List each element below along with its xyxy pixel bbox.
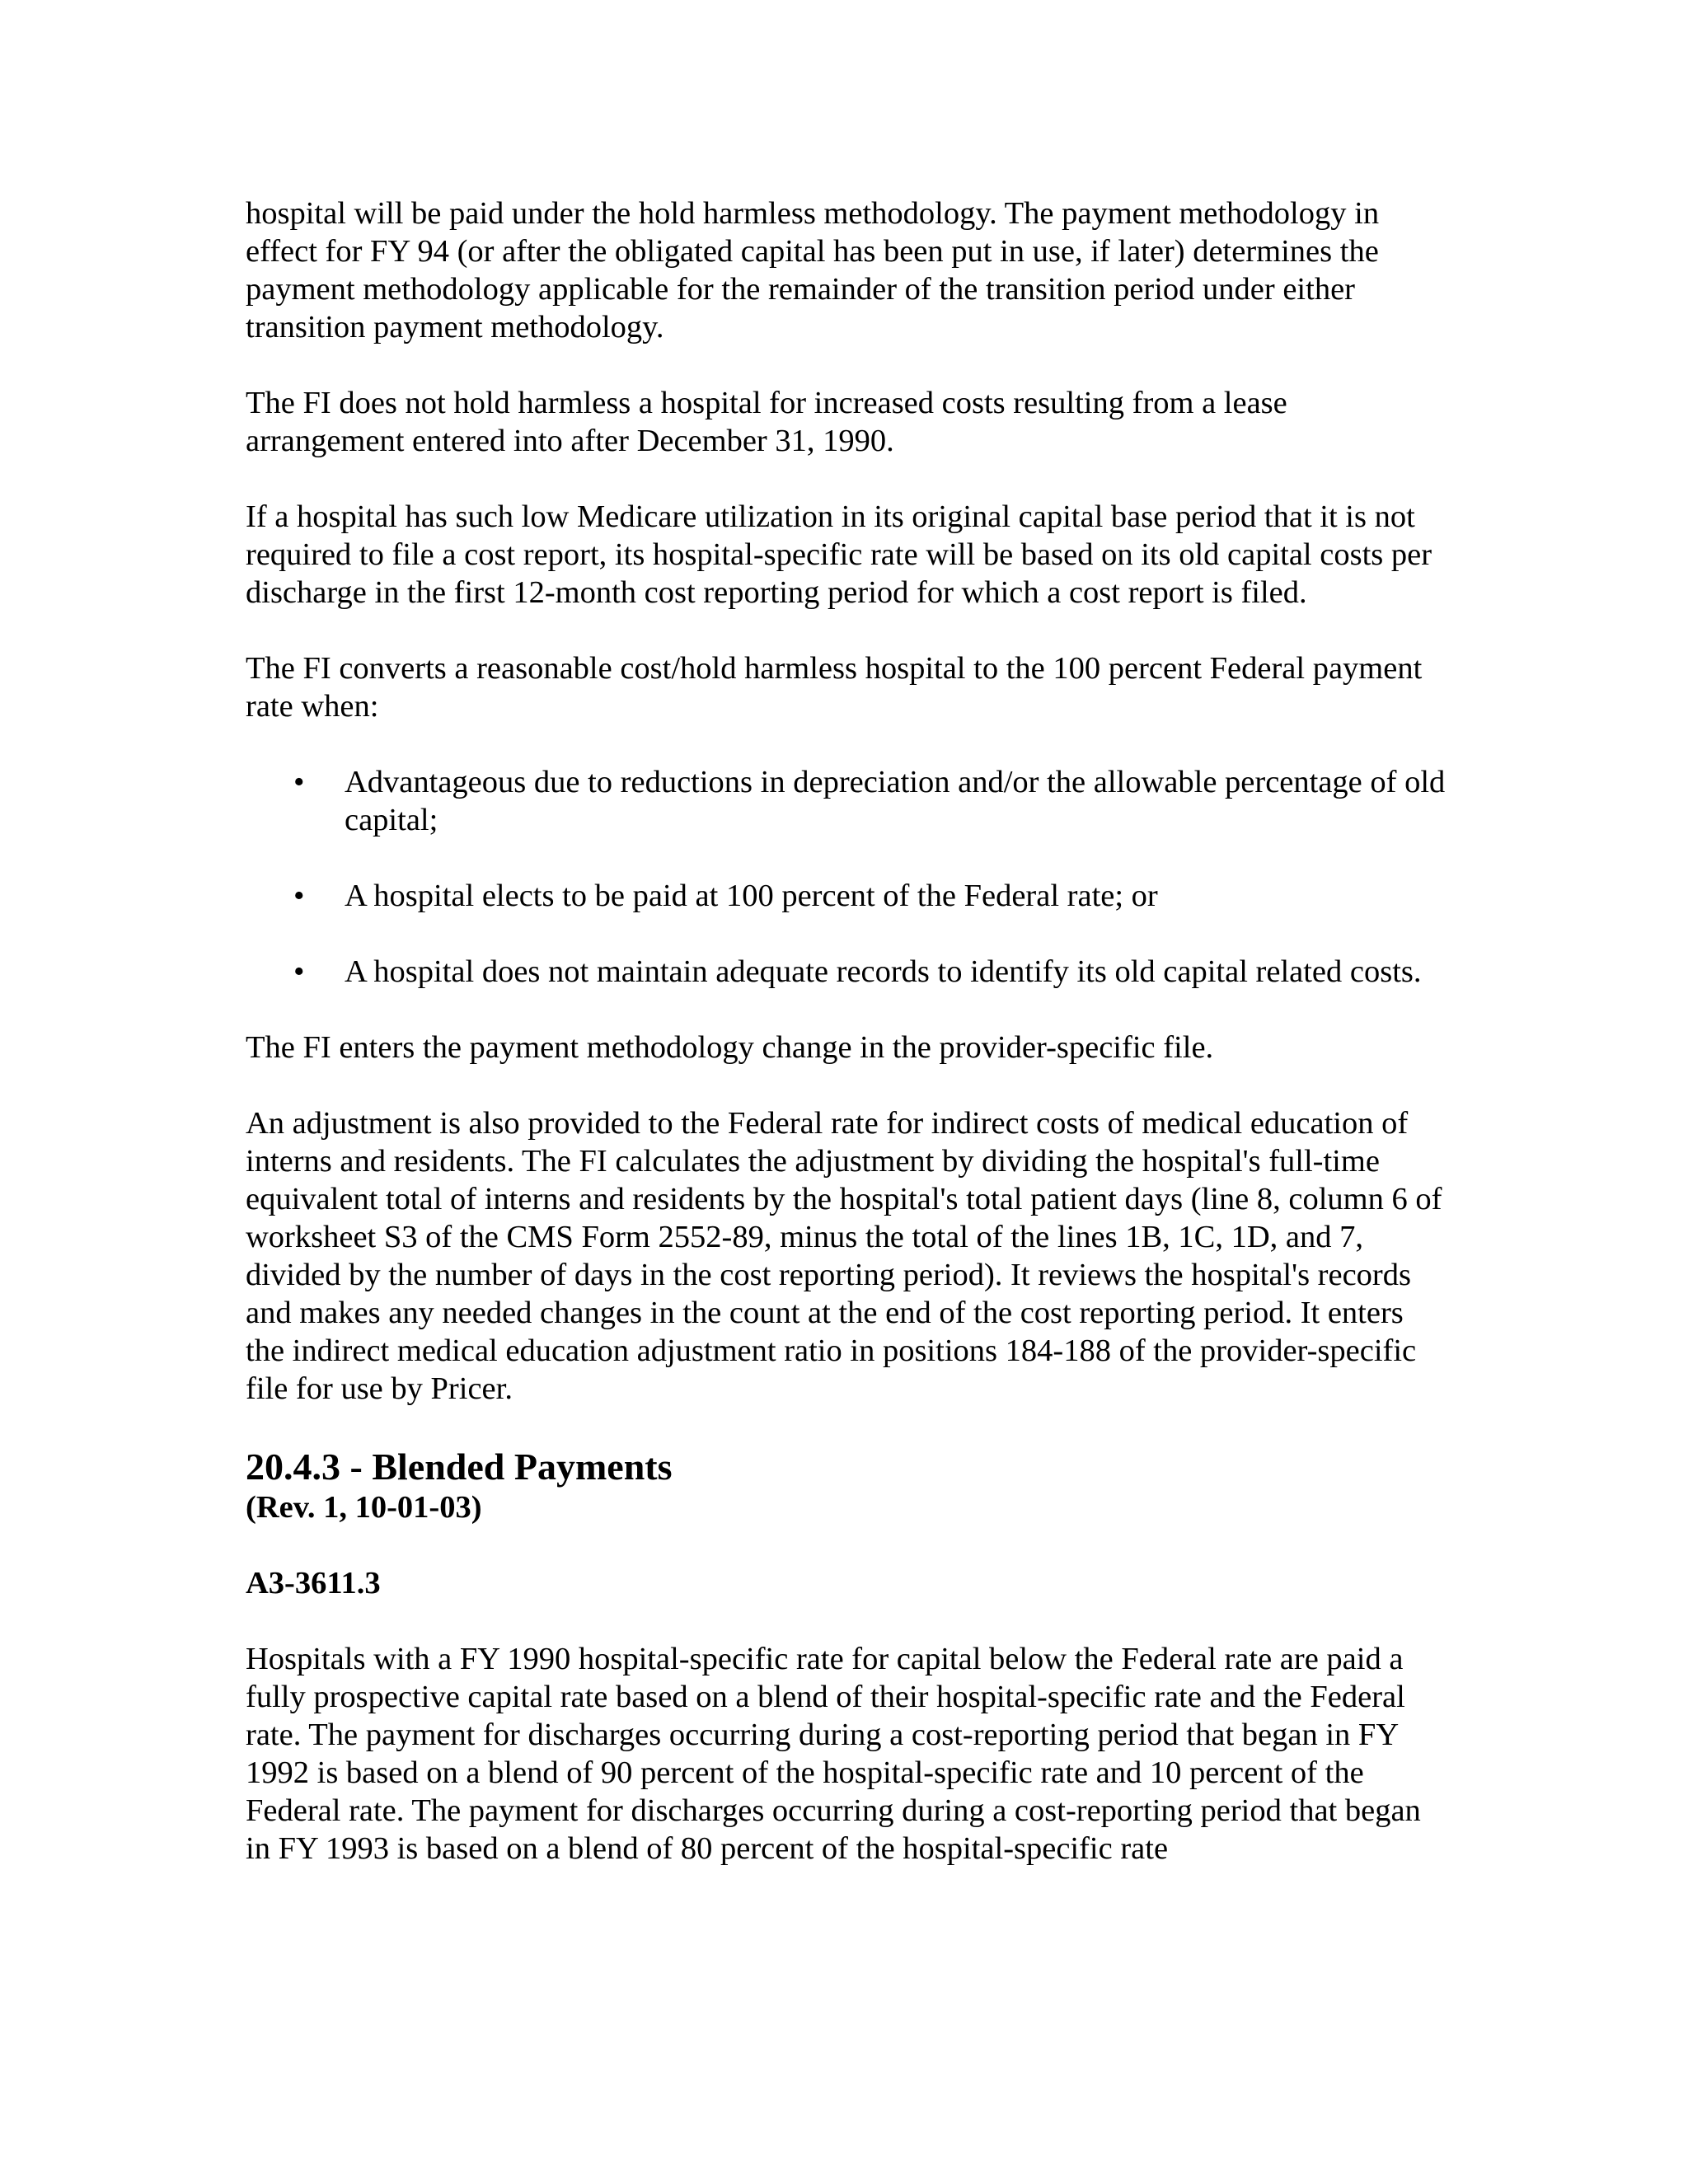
paragraph-conversion-conditions: The FI converts a reasonable cost/hold harmless hospital to the 100 percent Federal payment rate when: (246, 651, 1423, 724)
revision-note: (Rev. 1, 10-01-03) (246, 1490, 482, 1525)
bullet-icon: • (293, 765, 305, 799)
list-item-text: A hospital elects to be paid at 100 percent of the Federal rate; or (345, 879, 1158, 913)
list-item-text: Advantageous due to reductions in depreciation and/or the allowable percentage of old capital; (345, 765, 1446, 837)
list-item-text: A hospital does not maintain adequate records to identify its old capital related costs. (345, 954, 1422, 989)
paragraph-blended-payments: Hospitals with a FY 1990 hospital-specific rate for capital below the Federal rate are paid a fully prospective capital rate based on a blend of their hospital-specific rate and the Federal rate. The payment for discharges occurring during a cost-reporting period that began in FY 1992 is based on a blend of 90 percent of the hospital-specific rate and 10 percent of the Federal rate. The payment for discharges occurring during a cost-reporting period that began in FY 1993 is based on a blend of 80 percent of the hospital-specific rate (246, 1642, 1421, 1866)
document-page (246, 194, 1449, 1905)
bullet-icon: • (293, 954, 305, 989)
paragraph-lease-arrangement: The FI does not hold harmless a hospital for increased costs resulting from a lease arrangement entered into after December 31, 1990. (246, 386, 1287, 458)
conversion-conditions-list (246, 763, 1449, 991)
paragraph-hold-harmless-methodology: hospital will be paid under the hold harmless methodology. The payment methodology in effect for FY 94 (or after the obligated capital has been put in use, if later) determines the payment methodology applicable for the remainder of the transition period under either transition payment methodology. (246, 196, 1380, 344)
list-item (246, 877, 1449, 915)
bullet-icon: • (293, 879, 305, 913)
reference-code: A3-3611.3 (246, 1566, 381, 1601)
list-item (246, 763, 1449, 839)
paragraph-provider-specific-file: The FI enters the payment methodology change in the provider-specific file. (246, 1030, 1214, 1065)
paragraph-medical-education-adjustment: An adjustment is also provided to the Federal rate for indirect costs of medical education of interns and residents. The FI calculates the adjustment by dividing the hospital's full-time equivalent total of interns and residents by the hospital's total patient days (line 8, column 6 of worksheet S3 of the CMS Form 2552-89, minus the total of the lines 1B, 1C, 1D, and 7, divided by the number of days in the cost reporting period). It reviews the hospital's records and makes any needed changes in the count at the end of the cost reporting period. It enters the indirect medical education adjustment ratio in positions 184-188 of the provider-specific file for use by Pricer. (246, 1106, 1442, 1406)
list-item (246, 953, 1449, 991)
paragraph-low-medicare-utilization: If a hospital has such low Medicare utilization in its original capital base period that it is not required to file a cost report, its hospital-specific rate will be based on its old capital costs per discharge in the first 12-month cost reporting period for which a cost report is filed. (246, 499, 1432, 610)
section-heading: 20.4.3 - Blended Payments (246, 1446, 673, 1488)
